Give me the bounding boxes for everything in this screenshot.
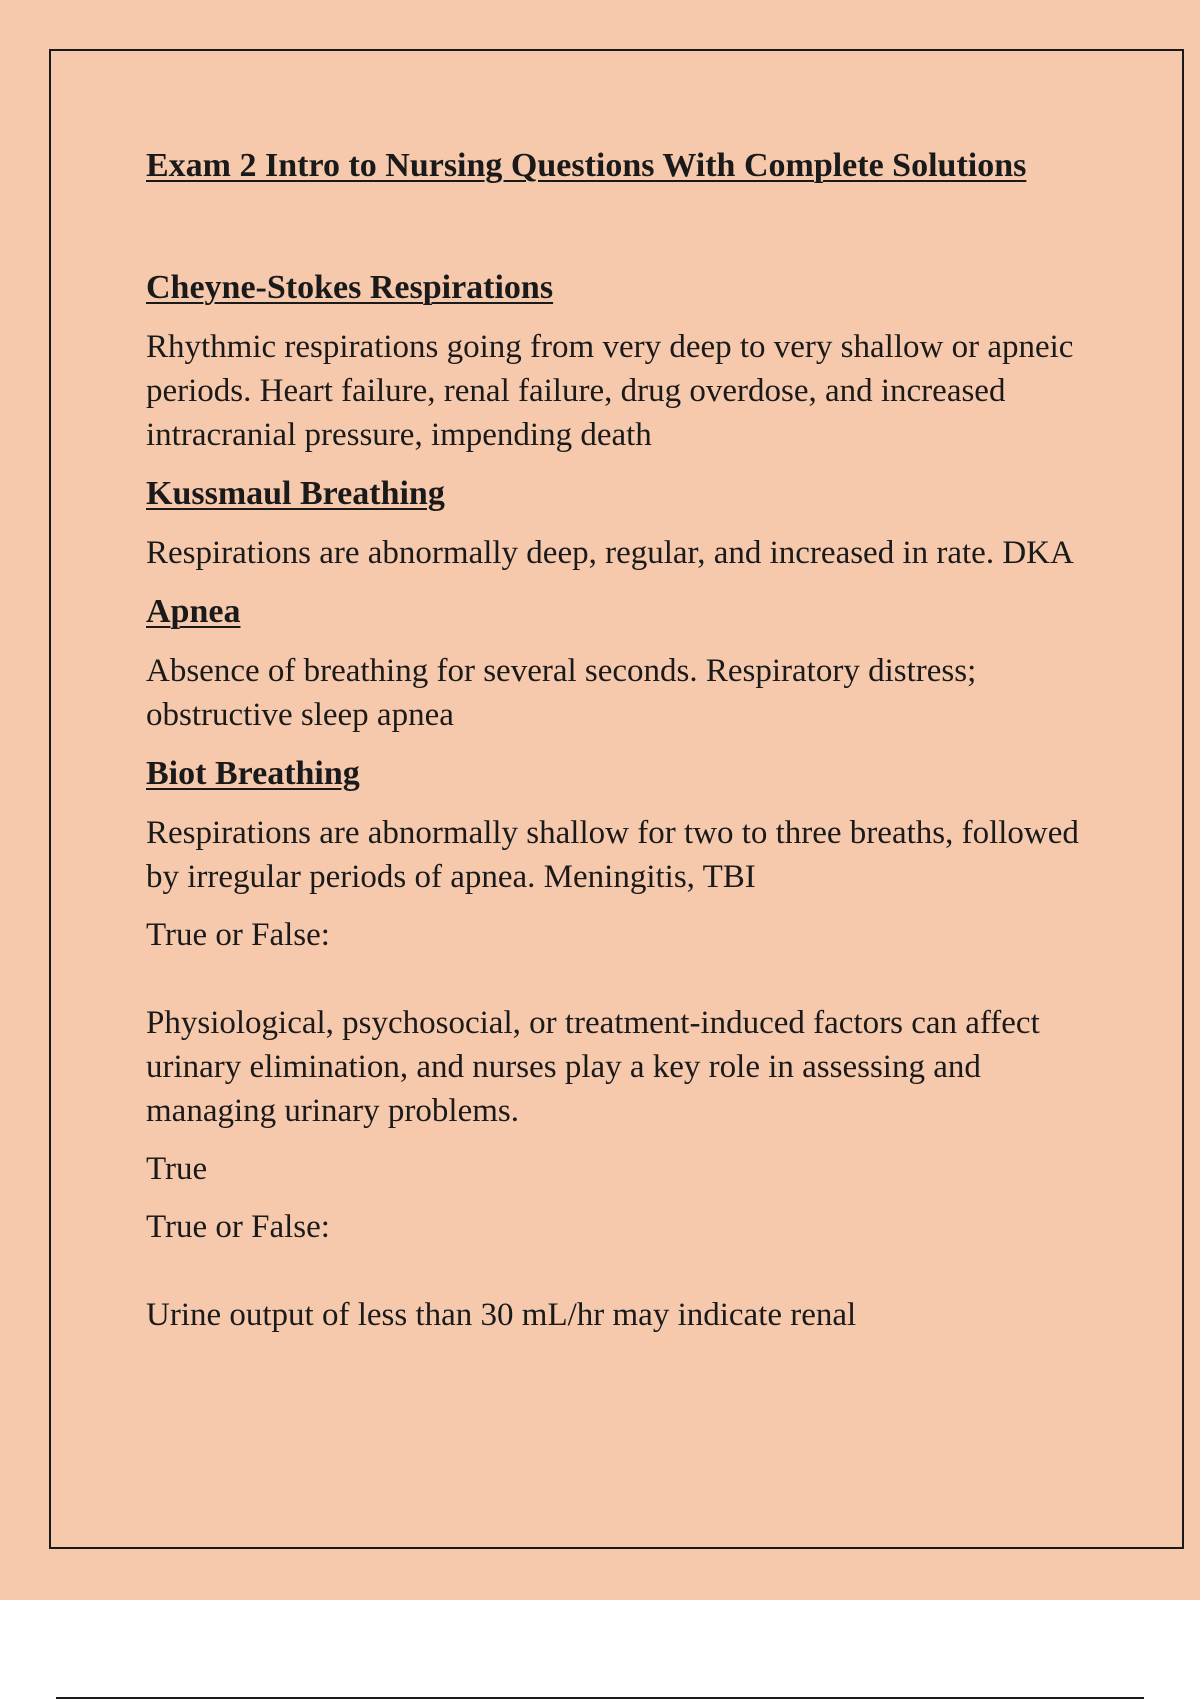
entry-apnea [146, 589, 1106, 737]
question-statement: Physiological, psychosocial, or treatment-induced factors can affect urinary elimination, and nurses play a key role in assessing and managing urinary problems. [146, 1005, 1040, 1129]
document-title: Exam 2 Intro to Nursing Questions With Complete Solutions [146, 147, 1027, 184]
question-answer: True [146, 1151, 208, 1187]
entry-biot [146, 751, 1106, 899]
term-heading: Apnea [146, 593, 241, 630]
question-urinary-factors [146, 913, 1106, 1191]
term-heading: Kussmaul Breathing [146, 475, 445, 512]
term-definition: Absence of breathing for several seconds. Respiratory distress; obstructive sleep apnea [146, 653, 977, 733]
term-definition: Respirations are abnormally shallow for two to three breaths, followed by irregular periods of apnea. Meningitis, TBI [146, 815, 1079, 895]
term-definition: Respirations are abnormally deep, regular, and increased in rate. DKA [146, 535, 1074, 571]
document-body [146, 142, 1106, 1351]
entry-cheyne-stokes [146, 265, 1106, 457]
question-prompt: True or False: [146, 1209, 330, 1245]
question-prompt: True or False: [146, 917, 330, 953]
term-definition: Rhythmic respirations going from very deep to very shallow or apneic periods. Heart failure, renal failure, drug overdose, and increased intracranial pressure, impending death [146, 329, 1074, 453]
entry-kussmaul [146, 471, 1106, 575]
question-statement: Urine output of less than 30 mL/hr may indicate renal [146, 1297, 857, 1333]
question-urine-output [146, 1205, 1106, 1337]
footer-divider [56, 1697, 1144, 1699]
term-heading: Cheyne-Stokes Respirations [146, 269, 554, 306]
term-heading: Biot Breathing [146, 755, 360, 792]
